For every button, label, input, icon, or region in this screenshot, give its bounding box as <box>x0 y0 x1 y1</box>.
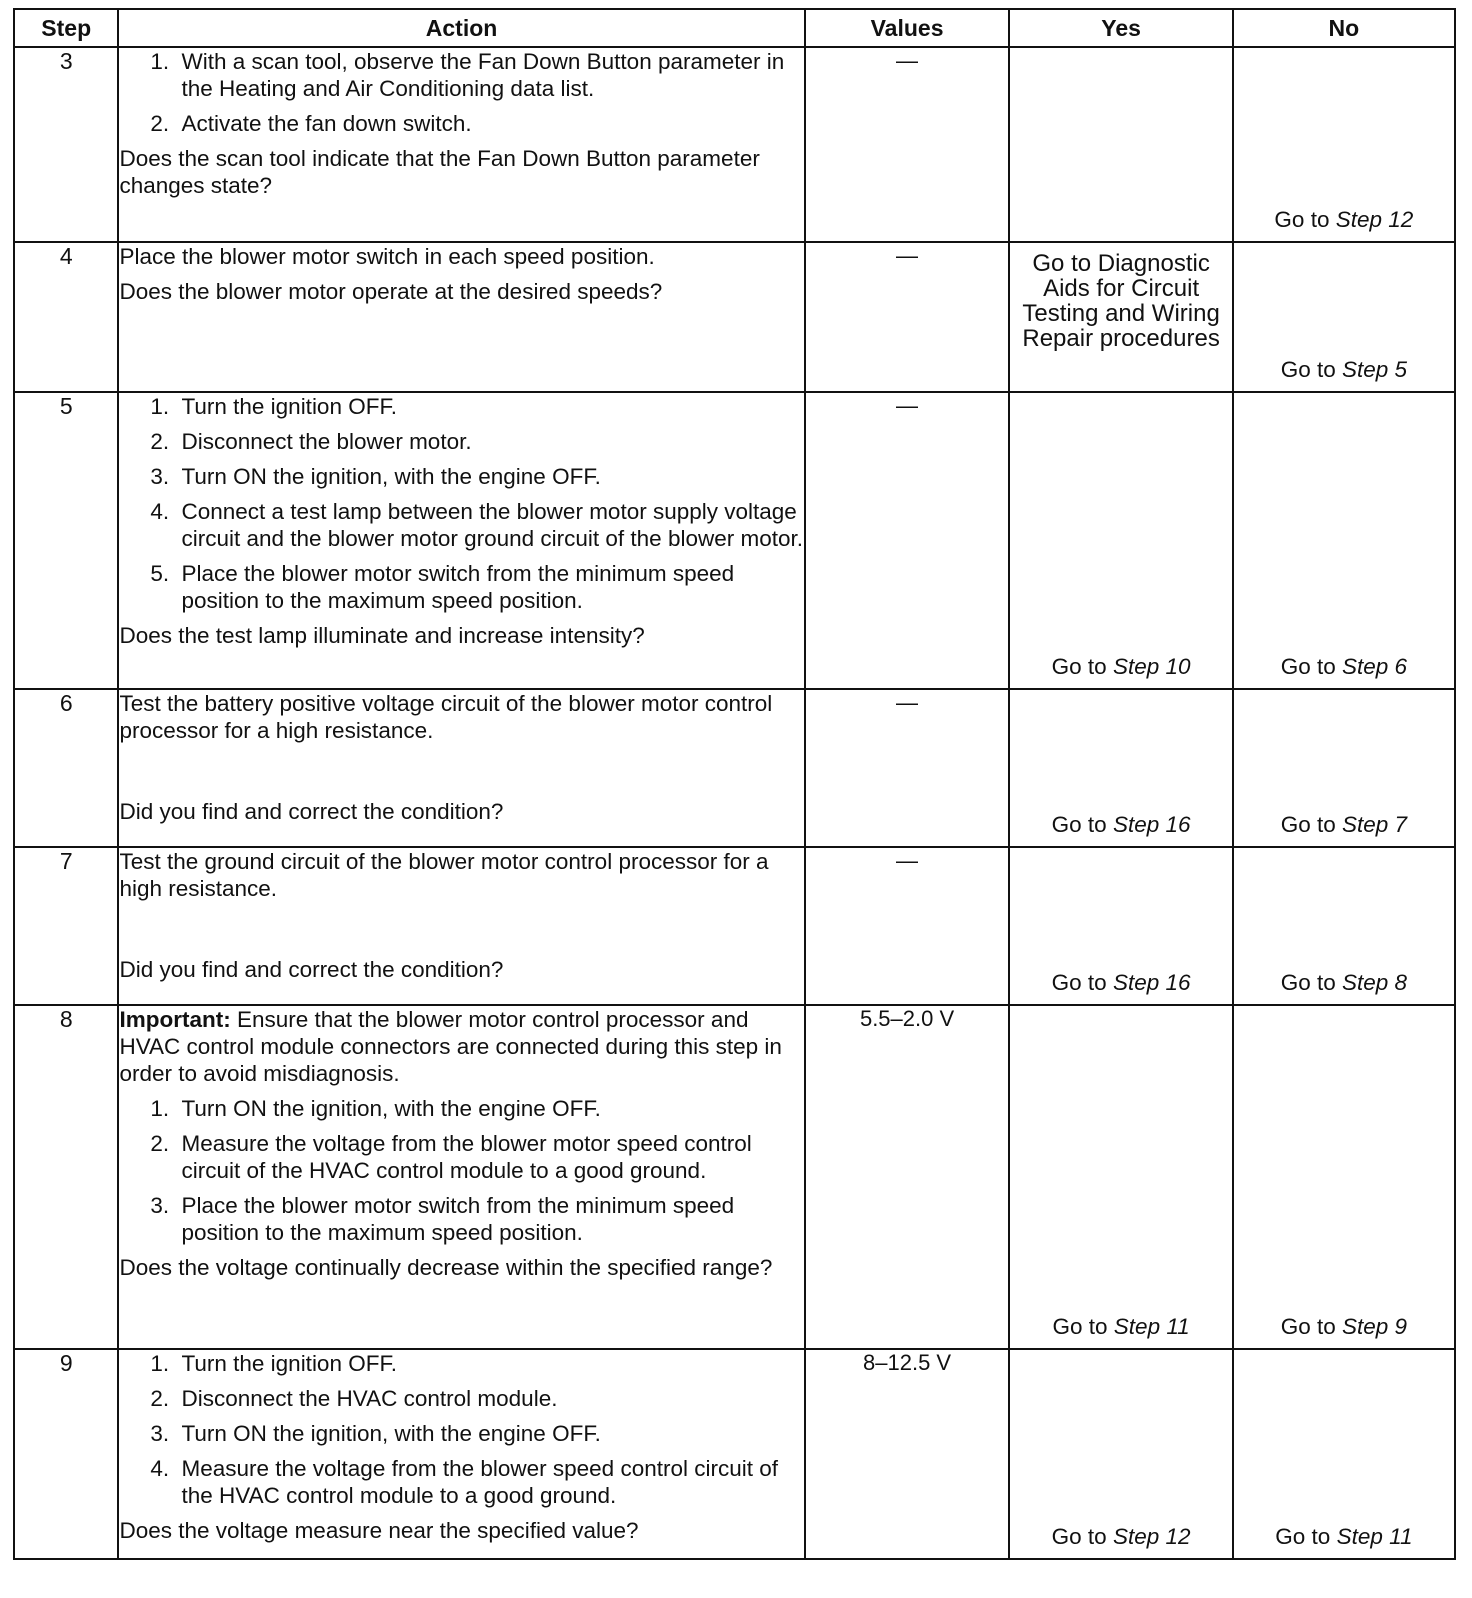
diagnostic-table <box>13 8 1456 1560</box>
action-question: Did you find and correct the condition? <box>119 957 504 982</box>
action-step: 1. With a scan tool, observe the Fan Down Button parameter in the Heating and Air Conditioning data list. <box>175 48 803 102</box>
action-step: 2. Activate the fan down switch. <box>175 110 803 137</box>
value-cell: 5.5–2.0 V <box>805 1005 1010 1349</box>
action-intro: Test the battery positive voltage circuit of the blower motor control processor for a high resistance. <box>119 691 773 743</box>
goto-prefix: Go to <box>1274 207 1330 232</box>
goto-step: Step 11 <box>1113 1314 1190 1339</box>
goto-link[interactable] <box>1234 357 1454 383</box>
action-step: 4. Measure the voltage from the blower speed control circuit of the HVAC control module to a good ground. <box>175 1455 803 1509</box>
goto-step: Step 12 <box>1112 1524 1191 1549</box>
goto-step: Step 16 <box>1112 812 1191 837</box>
value-cell: — <box>805 242 1010 392</box>
goto-link[interactable] <box>1234 654 1454 680</box>
no-cell <box>1233 847 1455 1005</box>
action-cell <box>118 1349 804 1559</box>
action-cell <box>118 1005 804 1349</box>
yes-diagnostic-aids-link[interactable]: Go to Diagnostic Aids for Circuit Testing and Wiring Repair procedures <box>1022 250 1220 352</box>
action-step: 2. Measure the voltage from the blower motor speed control circuit of the HVAC control module to a good ground. <box>175 1130 803 1184</box>
goto-link[interactable] <box>1010 812 1231 838</box>
goto-step: Step 16 <box>1112 970 1191 995</box>
action-question: Does the voltage measure near the specified value? <box>119 1518 639 1543</box>
action-step: 4. Connect a test lamp between the blower motor supply voltage circuit and the blower motor ground circuit of the blower motor. <box>175 498 803 552</box>
action-cell <box>118 47 804 242</box>
step-number: 6 <box>14 689 118 847</box>
no-cell <box>1233 47 1455 242</box>
action-cell <box>118 689 804 847</box>
step-number: 5 <box>14 392 118 689</box>
action-question: Does the voltage continually decrease within the specified range? <box>119 1255 773 1280</box>
action-step: 5. Place the blower motor switch from the minimum speed position to the maximum speed position. <box>175 560 803 614</box>
goto-link[interactable] <box>1234 970 1454 996</box>
action-cell <box>118 392 804 689</box>
step-number: 4 <box>14 242 118 392</box>
yes-cell <box>1009 847 1232 1005</box>
yes-cell <box>1009 392 1232 689</box>
header-action: Action <box>118 9 804 47</box>
no-cell <box>1233 1349 1455 1559</box>
value-cell: — <box>805 392 1010 689</box>
goto-prefix: Go to <box>1051 1524 1107 1549</box>
important-text: Ensure that the blower motor control processor and HVAC control module connectors are connected during this step in order to avoid misdiagnosis. <box>119 1007 782 1086</box>
table-row-step-6 <box>14 689 1455 847</box>
diagnostic-table-page <box>13 8 1456 1560</box>
goto-step: Step 12 <box>1335 207 1414 232</box>
action-question: Does the test lamp illuminate and increase intensity? <box>119 623 645 648</box>
action-question: Did you find and correct the condition? <box>119 799 504 824</box>
no-cell <box>1233 1005 1455 1349</box>
table-row-step-9 <box>14 1349 1455 1559</box>
action-question: Does the blower motor operate at the desired speeds? <box>119 279 663 304</box>
goto-prefix: Go to <box>1051 654 1107 679</box>
goto-prefix: Go to <box>1280 1314 1336 1339</box>
goto-prefix: Go to <box>1280 654 1336 679</box>
yes-cell <box>1009 1005 1232 1349</box>
goto-step: Step 10 <box>1112 654 1191 679</box>
no-cell <box>1233 689 1455 847</box>
goto-step: Step 11 <box>1336 1524 1413 1549</box>
goto-prefix: Go to <box>1051 970 1107 995</box>
goto-prefix: Go to <box>1275 1524 1331 1549</box>
action-step: 2. Disconnect the HVAC control module. <box>175 1385 803 1412</box>
header-values: Values <box>805 9 1010 47</box>
value-cell: — <box>805 689 1010 847</box>
action-step: 3. Turn ON the ignition, with the engine OFF. <box>175 463 803 490</box>
action-step: 1. Turn the ignition OFF. <box>175 1350 803 1377</box>
goto-prefix: Go to <box>1052 1314 1108 1339</box>
yes-cell <box>1009 1349 1232 1559</box>
value-cell: — <box>805 847 1010 1005</box>
important-note <box>119 1006 803 1087</box>
goto-link[interactable] <box>1234 812 1454 838</box>
header-step: Step <box>14 9 118 47</box>
goto-link[interactable] <box>1234 1314 1454 1340</box>
table-row-step-3 <box>14 47 1455 242</box>
goto-link[interactable] <box>1010 1524 1231 1550</box>
header-row <box>14 9 1455 47</box>
goto-link[interactable] <box>1010 1314 1231 1340</box>
action-step: 2. Disconnect the blower motor. <box>175 428 803 455</box>
goto-prefix: Go to <box>1280 357 1336 382</box>
yes-cell <box>1009 242 1232 392</box>
goto-step: Step 8 <box>1341 970 1408 995</box>
action-step: 3. Turn ON the ignition, with the engine OFF. <box>175 1420 803 1447</box>
goto-prefix: Go to <box>1280 970 1336 995</box>
no-cell <box>1233 392 1455 689</box>
table-row-step-8 <box>14 1005 1455 1349</box>
step-number: 3 <box>14 47 118 242</box>
action-intro: Test the ground circuit of the blower motor control processor for a high resistance. <box>119 849 769 901</box>
step-number: 7 <box>14 847 118 1005</box>
action-steps <box>119 1350 803 1509</box>
action-steps <box>119 48 803 137</box>
header-no: No <box>1233 9 1455 47</box>
action-step: 1. Turn the ignition OFF. <box>175 393 803 420</box>
step-number: 9 <box>14 1349 118 1559</box>
value-cell: 8–12.5 V <box>805 1349 1010 1559</box>
goto-step: Step 9 <box>1341 1314 1408 1339</box>
step-number: 8 <box>14 1005 118 1349</box>
goto-step: Step 7 <box>1341 812 1408 837</box>
goto-link[interactable] <box>1010 654 1231 680</box>
action-step: 3. Place the blower motor switch from the minimum speed position to the maximum speed position. <box>175 1192 803 1246</box>
goto-prefix: Go to <box>1280 812 1336 837</box>
action-step: 1. Turn ON the ignition, with the engine OFF. <box>175 1095 803 1122</box>
important-label: Important: <box>119 1007 231 1032</box>
action-cell <box>118 242 804 392</box>
goto-link[interactable] <box>1010 970 1231 996</box>
table-row-step-4 <box>14 242 1455 392</box>
action-steps <box>119 393 803 614</box>
goto-prefix: Go to <box>1051 812 1107 837</box>
table-row-step-5 <box>14 392 1455 689</box>
action-steps <box>119 1095 803 1246</box>
goto-link[interactable] <box>1234 207 1454 233</box>
goto-step: Step 5 <box>1341 357 1408 382</box>
header-yes: Yes <box>1009 9 1232 47</box>
yes-cell <box>1009 47 1232 242</box>
no-cell <box>1233 242 1455 392</box>
action-intro: Place the blower motor switch in each speed position. <box>119 244 655 269</box>
action-cell <box>118 847 804 1005</box>
goto-step: Step 6 <box>1341 654 1408 679</box>
action-question: Does the scan tool indicate that the Fan Down Button parameter changes state? <box>119 146 760 198</box>
yes-cell <box>1009 689 1232 847</box>
goto-link[interactable] <box>1234 1524 1454 1550</box>
value-cell: — <box>805 47 1010 242</box>
table-row-step-7 <box>14 847 1455 1005</box>
